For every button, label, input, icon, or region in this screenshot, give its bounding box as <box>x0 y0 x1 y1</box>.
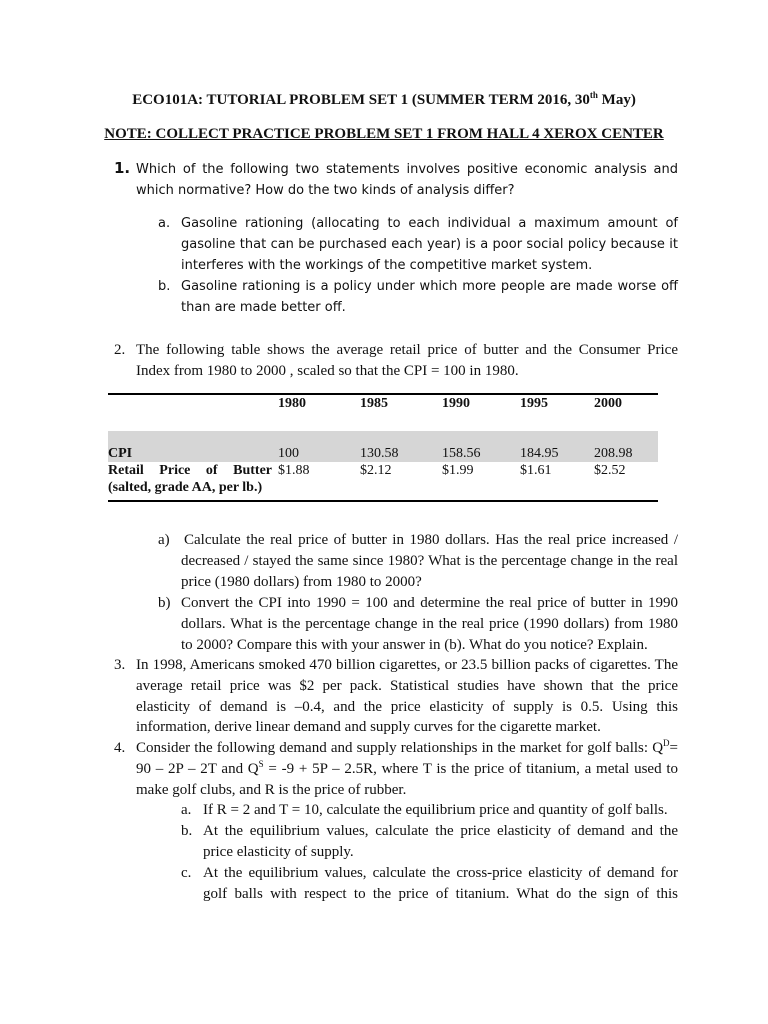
cpi-label: CPI <box>108 431 278 462</box>
butter-price: $1.88 <box>278 463 310 478</box>
question-text: In 1998, Americans smoked 470 billion cigarettes, or 23.5 billion packs of cigarettes. The average retail price was $2 per pack. Statistical studies have shown that the price elasticity of demand is –0.4, and the price elasticity of supply is 0.5. Using this information, derive linear demand and supply curves for the cigarette market. <box>136 657 678 736</box>
option-label: a. <box>158 216 171 231</box>
cpi-value: 130.58 <box>360 431 442 462</box>
butter-price: $1.99 <box>442 463 474 478</box>
sub-question-label: b) <box>158 595 171 611</box>
cpi-value: 208.98 <box>594 431 658 462</box>
question-number: 4. <box>114 740 126 756</box>
cpi-butter-table <box>108 393 658 502</box>
year-header: 1980 <box>278 396 306 411</box>
butter-price-row <box>108 462 658 501</box>
butter-price: $2.52 <box>594 463 626 478</box>
sub-question-a: If R = 2 and T = 10, calculate the equilibrium price and quantity of golf balls. <box>203 802 668 818</box>
butter-price: $1.61 <box>520 463 552 478</box>
year-header: 1985 <box>360 396 388 411</box>
question-number: 2. <box>114 342 126 358</box>
cpi-value: 158.56 <box>442 431 520 462</box>
sub-question-label: b. <box>181 823 193 839</box>
cpi-value: 100 <box>278 431 360 462</box>
butter-price: $2.12 <box>360 463 392 478</box>
option-label: b. <box>158 279 171 294</box>
year-header: 2000 <box>594 396 622 411</box>
year-header: 1990 <box>442 396 470 411</box>
question-number: 1. <box>114 159 131 177</box>
option-b-text: Gasoline rationing is a policy under which more people are made worse off than are made better off. <box>181 279 678 315</box>
question-number: 3. <box>114 657 126 673</box>
year-header: 1995 <box>520 396 548 411</box>
question-text: Consider the following demand and supply relationships in the market for golf balls: $Q^D=$ 90 – 2P – 2T and $Q^S = -9 + 5P - 2.5R$, where T is the price of titanium, a metal used to make golf clubs, and R is the price of rubber. <box>136 738 679 798</box>
sub-question-b: Convert the CPI into 1990 = 100 and determine the real price of butter in 1990 dollars. What is the percentage change in the real price (1990 dollars) from 1980 to 2000? Compare this with your answer in (b). What do you notice? Explain. <box>181 595 678 653</box>
option-a-text: Gasoline rationing (allocating to each individual a maximum amount of gasoline that can be purchased each year) is a poor social policy because it interferes with the workings of the competitive market system. <box>181 216 678 273</box>
title-superscript: th <box>589 90 598 100</box>
sub-question-c: At the equilibrium values, calculate the cross-price elasticity of demand for golf balls with respect to the price of titanium. What do the sign of this <box>203 865 678 902</box>
title-suffix: May) <box>597 92 636 108</box>
butter-label: Retail Price of Butter (salted, grade AA, per lb.) <box>108 463 272 495</box>
title-text: ECO101A: TUTORIAL PROBLEM SET 1 (SUMMER TERM 2016, 30 <box>132 92 590 108</box>
sub-question-label: c. <box>181 865 192 881</box>
cpi-value: 184.95 <box>520 431 594 462</box>
sub-question-b: At the equilibrium values, calculate the price elasticity of demand and the price elasticity of supply. <box>203 823 678 860</box>
cpi-row <box>108 431 658 462</box>
table-header-row <box>108 394 658 431</box>
question-text: Which of the following two statements involves positive economic analysis and which normative? How do the two kinds of analysis differ? <box>136 162 678 198</box>
sub-question-label: a. <box>181 802 192 818</box>
page-title <box>0 92 768 109</box>
question-text: The following table shows the average retail price of butter and the Consumer Price Index from 1980 to 2000 , scaled so that the CPI = 100 in 1980. <box>136 342 678 379</box>
collect-note: NOTE: COLLECT PRACTICE PROBLEM SET 1 FROM HALL 4 XEROX CENTER <box>104 126 664 142</box>
table-corner <box>108 394 278 431</box>
sub-question-label: a) <box>158 532 170 548</box>
sub-question-a: Calculate the real price of butter in 1980 dollars. Has the real price increased / decreased / stayed the same since 1980? What is the percentage change in the real price (1980 dollars) from 1980 to 2000? <box>181 532 678 590</box>
